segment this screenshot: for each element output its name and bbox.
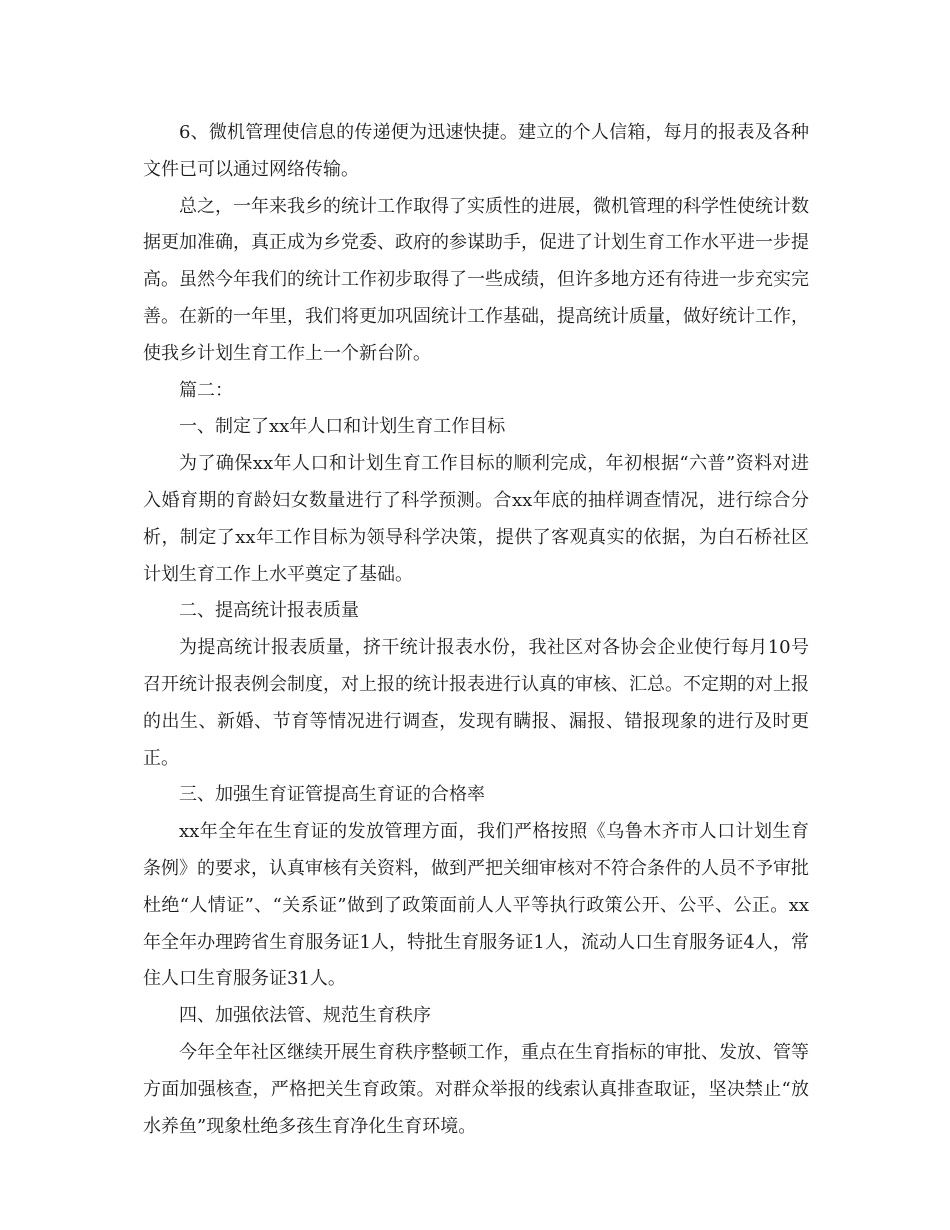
paragraph-summary: 总之，一年来我乡的统计工作取得了实质性的进展，微机管理的科学性使统计数据更加准确，真正成为乡党委、政府的参谋助手，促进了计划生育工作水平进一步提高。虽然今年我们的统计工作初步取得了一些成绩，但许多地方还有待进一步充实完善。在新的一年里，我们将更加巩固统计工作基础，提高统计质量，做好统计工作，使我乡计划生育工作上一个新台阶。 — [143, 195, 809, 364]
section-heading-part-two: 篇二： — [179, 379, 233, 401]
section-heading-2: 二、提高统计报表质量 — [179, 600, 359, 622]
paragraph-section-2: 为提高统计报表质量，挤干统计报表水份，我社区对各协会企业使行每月10号召开统计报表例会制度，对上报的统计报表进行认真的审核、汇总。不定期的对上报的出生、新婚、节育等情况进行调查，发现有瞒报、漏报、错报现象的进行及时更正。 — [143, 637, 809, 769]
paragraph-section-1: 为了确保xx年人口和计划生育工作目标的顺利完成，年初根据“六普”资料对进入婚育期的育龄妇女数量进行了科学预测。合xx年底的抽样调查情况，进行综合分析，制定了xx年工作目标为领导科学决策，提供了客观真实的依据，为白石桥社区计划生育工作上水平奠定了基础。 — [143, 453, 809, 585]
paragraph-section-3: xx年全年在生育证的发放管理方面，我们严格按照《乌鲁木齐市人口计划生育条例》的要求，认真审核有关资料，做到严把关细审核对不符合条件的人员不予审批杜绝“人情证”、“关系证”做到了政策面前人人平等执行政策公开、公平、公正。xx年全年办理跨省生育服务证1人，特批生育服务证1人，流动人口生育服务证4人，常住人口生育服务证31人。 — [143, 821, 809, 990]
document-body — [143, 115, 809, 1145]
section-heading-4: 四、加强依法管、规范生育秩序 — [179, 1005, 431, 1027]
paragraph-section-4: 今年全年社区继续开展生育秩序整顿工作，重点在生育指标的审批、发放、管等方面加强核查，严格把关生育政策。对群众举报的线索认真排查取证，坚决禁止“放水养鱼”现象杜绝多孩生育净化生育环境。 — [143, 1041, 809, 1137]
section-heading-3: 三、加强生育证管提高生育证的合格率 — [179, 784, 485, 806]
paragraph-item-6: 6、微机管理使信息的传递便为迅速快捷。建立的个人信箱，每月的报表及各种文件已可以通过网络传输。 — [143, 122, 809, 180]
section-heading-1: 一、制定了xx年人口和计划生育工作目标 — [179, 416, 506, 438]
